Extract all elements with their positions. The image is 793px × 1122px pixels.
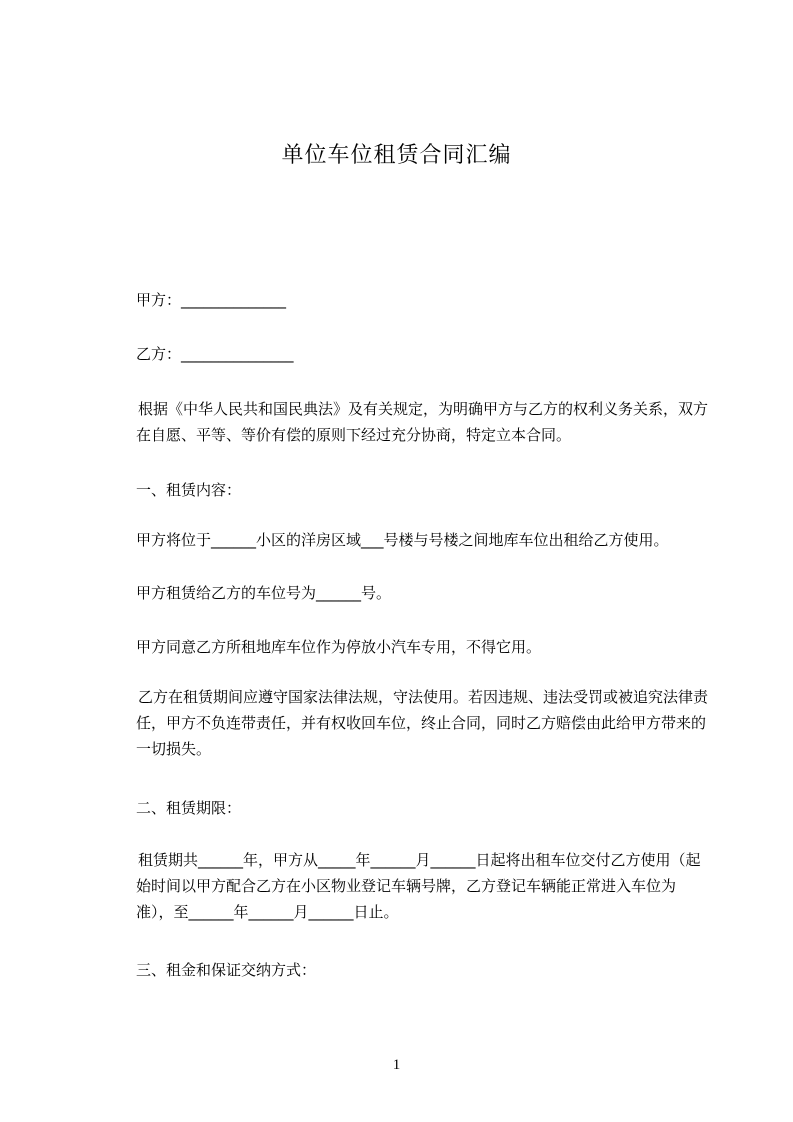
section-3-heading: 三、租金和保证交纳方式： xyxy=(136,961,317,979)
section-1-item-4: 乙方在租赁期间应遵守国家法律法规，守法使用。若因违规、违法受罚或被追究法律责任，甲方不负连带责任，并有权收回车位，终止合同，同时乙方赔偿由此给甲方带来的一切损失。 xyxy=(136,688,709,758)
page-number: 1 xyxy=(392,1057,401,1073)
section-2-heading: 二、租赁期限： xyxy=(136,799,242,817)
party-b-line: 乙方：_______________ xyxy=(136,345,294,363)
section-2-item-1: 租赁期共______年，甲方从_____年______月______日起将出租车位交付乙方使用（起始时间以甲方配合乙方在小区物业登记车辆号牌，乙方登记车辆能正常进入车位为准），至______年______月______日止。 xyxy=(136,851,701,921)
section-1-item-2: 甲方租赁给乙方的车位号为______号。 xyxy=(136,584,392,602)
intro-paragraph: 根据《中华人民共和国民典法》及有关规定，为明确甲方与乙方的权利义务关系，双方在自愿、平等、等价有偿的原则下经过充分协商，特定立本合同。 xyxy=(136,400,709,444)
section-1-item-3: 甲方同意乙方所租地库车位作为停放小汽车专用，不得它用。 xyxy=(136,638,542,656)
section-1-heading: 一、租赁内容： xyxy=(136,481,242,499)
document-title: 单位车位租赁合同汇编 xyxy=(281,143,512,168)
section-1-item-1: 甲方将位于______小区的洋房区域___号楼与号楼之间地库车位出租给乙方使用。 xyxy=(136,531,669,549)
party-a-line: 甲方：______________ xyxy=(136,291,287,309)
